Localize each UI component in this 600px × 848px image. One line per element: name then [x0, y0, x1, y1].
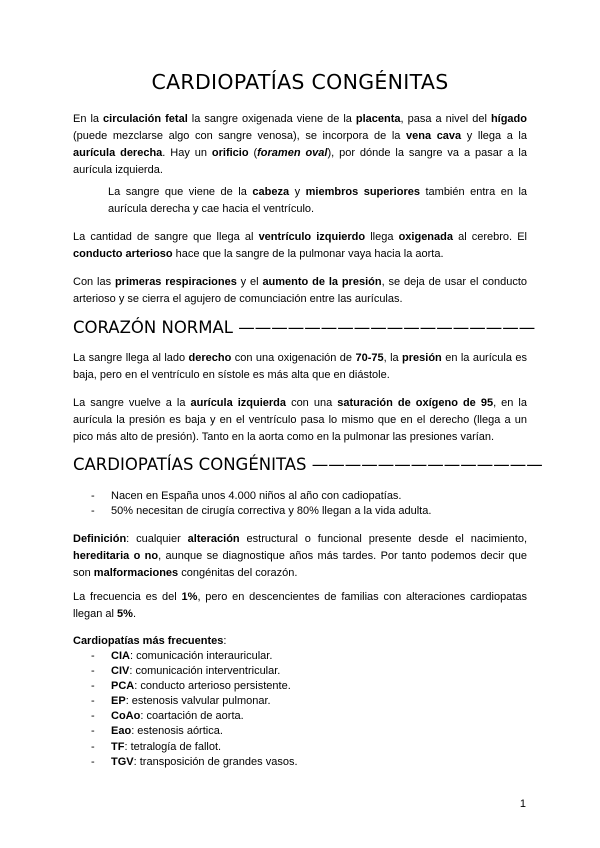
list-item: - CoAo: coartación de aorta. — [91, 709, 527, 724]
section-heading-congenital: CARDIOPATÍAS CONGÉNITAS —————————————— — [73, 455, 543, 474]
frequent-heading: Cardiopatías más frecuentes: — [73, 635, 227, 647]
paragraph-frequency: La frecuencia es del 1%, pero en descencientes de familias con alteraciones cardiopatas llegan al 5%. — [73, 591, 527, 620]
list-item: - TF: tetralogía de fallot. — [91, 740, 527, 755]
list-item: - Eao: estenosis aórtica. — [91, 724, 527, 739]
list-item: - Nacen en España unos 4.000 niños al año con cadiopatías. — [91, 489, 527, 504]
list-item: - PCA: conducto arterioso persistente. — [91, 679, 527, 694]
list-item: - EP: estenosis valvular pulmonar. — [91, 694, 527, 709]
paragraph-definition: Definición: cualquier alteración estructural o funcional presente desde el nacimiento, hereditaria o no, aunque se diagnostique años más tardes. Por tanto podemos decir que son malformaciones congénitas del corazón. — [73, 533, 527, 579]
frequent-list — [91, 649, 527, 770]
list-item: - CIA: comunicación interauricular. — [91, 649, 527, 664]
section-heading-normal-heart: CORAZÓN NORMAL —————————————————— — [73, 318, 536, 337]
list-item: - 50% necesitan de cirugía correctiva y 80% llegan a la vida adulta. — [91, 504, 527, 519]
paragraph-left-ventricle: La cantidad de sangre que llega al ventrículo izquierdo llega oxigenada al cerebro. El conducto arterioso hace que la sangre de la pulmonar vaya hacia la aorta. — [73, 231, 527, 260]
list-item: - CIV: comunicación interventricular. — [91, 664, 527, 679]
page-title: CARDIOPATÍAS CONGÉNITAS — [151, 70, 449, 94]
paragraph-right-side: La sangre llega al lado derecho con una oxigenación de 70-75, la presión en la aurícula es baja, pero en el ventrículo en sístole es más alta que en diástole. — [73, 352, 527, 381]
page-number: 1 — [519, 798, 526, 810]
paragraph-left-atrium: La sangre vuelve a la aurícula izquierda con una saturación de oxígeno de 95, en la aurícula la presión es baja y en el ventrículo pasa lo mismo que en el derecho (llega a un pico más alto de presión). Tanto en la aorta como en la pulmonar las presiones varían. — [73, 397, 527, 443]
stats-list — [91, 489, 527, 519]
paragraph-fetal-circulation: En la circulación fetal la sangre oxigenada viene de la placenta, pasa a nivel del hígado (puede mezclarse algo con sangre venosa), se incorpora de la vena cava y llega a la aurícula derecha. Hay un orificio (foramen oval), por dónde la sangre va a pasar a la aurícula izquierda. — [73, 113, 527, 176]
paragraph-head-limbs: La sangre que viene de la cabeza y miembros superiores también entra en la aurícula derecha y cae hacia el ventrículo. — [108, 186, 528, 215]
paragraph-first-breaths: Con las primeras respiraciones y el aumento de la presión, se deja de usar el conducto arterioso y se cierra el agujero de comunciación entre las aurículas. — [73, 276, 527, 305]
list-item: - TGV: transposición de grandes vasos. — [91, 755, 527, 770]
